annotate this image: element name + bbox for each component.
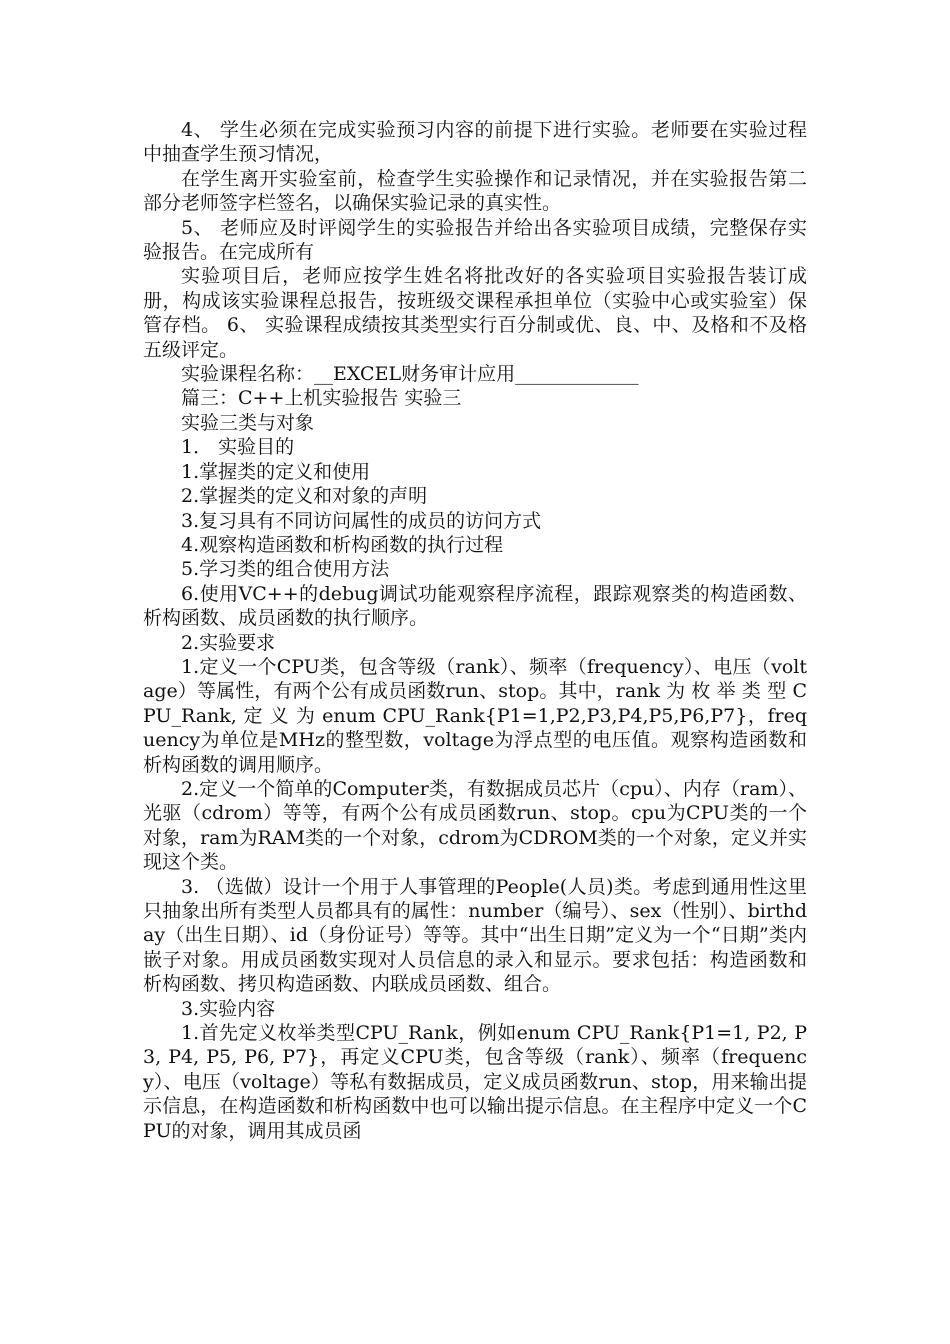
objective-item-6: 6.使用VC++的debug调试功能观察程序流程，跟踪观察类的构造函数、析构函数、成员函数的执行顺序。	[143, 582, 807, 630]
objective-item-4: 4.观察构造函数和析构函数的执行过程	[181, 533, 504, 556]
requirement-item-1: 1.定义一个CPU类，包含等级（rank）、频率（frequency）、电压（voltage）等属性，有两个公有成员函数run、stop。其中，rank 为 枚 举 类 型 CPU_Rank, 定 义 为 enum CPU_Rank{P1=1,P2,P3,P4,P5,P6,P7}，frequency为单位是MHz的整型数，voltage为浮点型的电压值。观察构造函数和析构函数的调用顺序。	[143, 655, 807, 776]
heading-lab-content: 3.实验内容	[181, 997, 276, 1020]
objective-item-2: 2.掌握类的定义和对象的声明	[181, 485, 428, 508]
document-page	[143, 118, 807, 1143]
paragraph-lab-leave-check: 在学生离开实验室前，检查学生实验操作和记录情况，并在实验报告第二部分老师签字栏签名，以确保实验记录的真实性。	[143, 167, 807, 215]
paragraph-rule-5: 5、 老师应及时评阅学生的实验报告并给出各实验项目成绩，完整保存实验报告。在完成所有	[143, 216, 807, 264]
paragraph-course-name: 实验课程名称：__EXCEL财务审计应用_____________	[181, 363, 639, 386]
heading-lab-requirements: 2.实验要求	[181, 631, 276, 654]
objective-item-3: 3.复习具有不同访问属性的成员的访问方式	[181, 509, 542, 532]
heading-lab-objectives: 1． 实验目的	[181, 436, 295, 459]
paragraph-rule-4: 4、 学生必须在完成实验预习内容的前提下进行实验。老师要在实验过程中抽查学生预习情况，	[143, 119, 807, 166]
content-item-1: 1.首先定义枚举类型CPU_Rank，例如enum CPU_Rank{P1=1, P2, P3, P4, P5, P6, P7}，再定义CPU类，包含等级（rank）、频率（frequency）、电压（voltage）等私有数据成员，定义成员函数run、stop，用来输出提示信息，在构造函数和析构函数中也可以输出提示信息。在主程序中定义一个CPU的对象，调用其成员函	[143, 1022, 807, 1142]
paragraph-section-title: 篇三：C++上机实验报告 实验三	[181, 387, 462, 410]
objective-item-5: 5.学习类的组合使用方法	[181, 558, 390, 581]
requirement-item-2: 2.定义一个简单的Computer类，有数据成员芯片（cpu）、内存（ram）、光驱（cdrom）等等，有两个公有成员函数run、stop。cpu为CPU类的一个对象，ram为RAM类的一个对象，cdrom为CDROM类的一个对象，定义并实现这个类。	[143, 777, 807, 874]
paragraph-report-archive: 实验项目后，老师应按学生姓名将批改好的各实验项目实验报告装订成册，构成该实验课程总报告，按班级交课程承担单位（实验中心或实验室）保管存档。 6、 实验课程成绩按其类型实行百分制或优、良、中、及格和不及格五级评定。	[143, 265, 807, 361]
objective-item-1: 1.掌握类的定义和使用	[181, 460, 371, 483]
paragraph-lab-title: 实验三类与对象	[181, 411, 315, 434]
requirement-item-3: 3. （选做）设计一个用于人事管理的People(人员)类。考虑到通用性这里只抽象出所有类型人员都具有的属性：number（编号）、sex（性别）、birthday（出生日期）、id（身份证号）等等。其中“出生日期”定义为一个“日期”类内嵌子对象。用成员函数实现对人员信息的录入和显示。要求包括：构造函数和析构函数、拷贝构造函数、内联成员函数、组合。	[143, 875, 807, 996]
